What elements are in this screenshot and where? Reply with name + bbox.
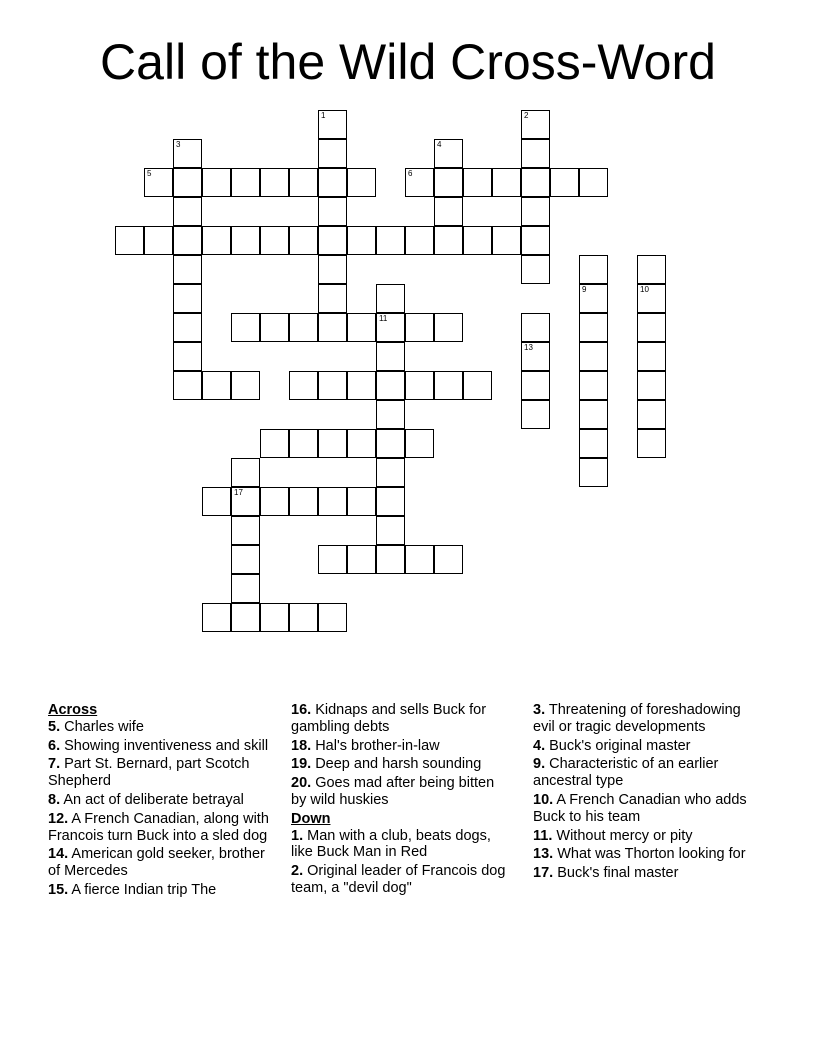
grid-cell[interactable] — [173, 139, 202, 168]
clue-item — [48, 811, 280, 845]
grid-cell[interactable] — [347, 226, 376, 255]
grid-cell[interactable] — [376, 516, 405, 545]
grid-cell[interactable] — [521, 197, 550, 226]
clue-number: 20. — [291, 775, 312, 792]
clue-number: 6. — [48, 737, 61, 754]
grid-cell[interactable] — [637, 371, 666, 400]
grid-cell[interactable] — [434, 545, 463, 574]
grid-cell[interactable] — [318, 110, 347, 139]
clue-text: Showing inventiveness and skill — [64, 737, 269, 754]
grid-cell[interactable] — [318, 603, 347, 632]
grid-cell[interactable] — [231, 545, 260, 574]
clue-item — [48, 738, 280, 755]
grid-cell[interactable] — [521, 168, 550, 197]
grid-cell[interactable] — [115, 226, 144, 255]
clue-number-label: 17 — [234, 488, 243, 497]
grid-cell[interactable] — [260, 429, 289, 458]
grid-cell[interactable] — [405, 226, 434, 255]
grid-cell[interactable] — [434, 139, 463, 168]
grid-cell[interactable] — [637, 400, 666, 429]
clue-text: What was Thorton looking for — [557, 846, 746, 863]
clue-number-label: 9 — [582, 285, 587, 294]
clue-number: 16. — [291, 702, 312, 718]
across-heading: Across — [48, 702, 98, 718]
grid-cell[interactable] — [318, 255, 347, 284]
grid-cell[interactable] — [231, 574, 260, 603]
clue-number: 18. — [291, 737, 312, 754]
clue-number-label: 11 — [379, 314, 388, 323]
grid-cell[interactable] — [521, 255, 550, 284]
down-heading: Down — [291, 810, 331, 827]
clue-number: 5. — [48, 718, 61, 735]
grid-cell[interactable] — [318, 371, 347, 400]
clue-item — [533, 865, 755, 882]
clue-text: Deep and harsh sounding — [315, 756, 482, 773]
grid-cell[interactable] — [347, 313, 376, 342]
clue-item — [533, 702, 755, 736]
clue-number-label: 3 — [176, 140, 181, 149]
clue-text: Charles wife — [64, 718, 144, 735]
grid-cell[interactable] — [318, 545, 347, 574]
clue-text: An act of deliberate betrayal — [63, 791, 244, 808]
grid-cell[interactable] — [434, 197, 463, 226]
grid-cell[interactable] — [347, 545, 376, 574]
grid-cell[interactable] — [376, 226, 405, 255]
grid-cell[interactable] — [260, 226, 289, 255]
clue-text: Without mercy or pity — [556, 827, 693, 844]
grid-cell[interactable] — [144, 226, 173, 255]
clue-item — [48, 882, 280, 899]
grid-cell[interactable] — [231, 516, 260, 545]
clue-item — [533, 846, 755, 863]
grid-cell[interactable] — [231, 371, 260, 400]
grid-cell[interactable] — [260, 168, 289, 197]
clue-item — [291, 775, 513, 809]
grid-cell[interactable] — [405, 545, 434, 574]
clue-number: 2. — [291, 863, 304, 880]
grid-cell[interactable] — [463, 226, 492, 255]
grid-cell[interactable] — [579, 313, 608, 342]
clue-number-label: 5 — [147, 169, 152, 178]
grid-cell[interactable] — [202, 168, 231, 197]
clue-number: 3. — [533, 702, 546, 718]
grid-cell[interactable] — [289, 168, 318, 197]
grid-cell[interactable] — [405, 168, 434, 197]
grid-cell[interactable] — [318, 487, 347, 516]
clue-text: Goes mad after being bitten by wild huskies — [291, 775, 495, 808]
grid-cell[interactable] — [521, 139, 550, 168]
grid-cell[interactable] — [579, 342, 608, 371]
grid-cell[interactable] — [376, 458, 405, 487]
grid-cell[interactable] — [579, 458, 608, 487]
grid-cell[interactable] — [202, 371, 231, 400]
clues-column-2 — [291, 702, 513, 899]
clue-item — [291, 828, 513, 862]
clue-item — [48, 719, 280, 736]
grid-cell[interactable] — [173, 313, 202, 342]
grid-cell[interactable] — [405, 313, 434, 342]
grid-cell[interactable] — [434, 168, 463, 197]
clue-number-label: 6 — [408, 169, 413, 178]
clue-number: 10. — [533, 791, 554, 808]
grid-cell[interactable] — [289, 487, 318, 516]
clue-text: Part St. Bernard, part Scotch Shepherd — [48, 756, 250, 790]
clue-item — [291, 863, 513, 897]
grid-cell[interactable] — [521, 400, 550, 429]
grid-cell[interactable] — [202, 603, 231, 632]
clue-item — [291, 702, 513, 736]
clue-number: 15. — [48, 881, 69, 898]
grid-cell[interactable] — [347, 487, 376, 516]
grid-cell[interactable] — [231, 603, 260, 632]
grid-cell[interactable] — [202, 226, 231, 255]
grid-cell[interactable] — [376, 545, 405, 574]
clue-text: Threatening of foreshadowing evil or tragic developments — [533, 702, 741, 735]
grid-cell[interactable] — [231, 313, 260, 342]
clue-item — [533, 738, 755, 755]
grid-cell[interactable] — [260, 487, 289, 516]
clue-text: Kidnaps and sells Buck for gambling debts — [291, 702, 487, 735]
clue-number: 7. — [48, 756, 61, 773]
grid-cell[interactable] — [434, 371, 463, 400]
clue-number-label: 10 — [640, 285, 649, 294]
clue-number: 12. — [48, 810, 69, 827]
clue-number: 11. — [533, 827, 553, 844]
grid-cell[interactable] — [579, 371, 608, 400]
grid-cell[interactable] — [173, 226, 202, 255]
clue-number-label: 1 — [321, 111, 326, 120]
grid-cell[interactable] — [260, 603, 289, 632]
grid-cell[interactable] — [231, 226, 260, 255]
clue-text: A French Canadian, along with Francois turn Buck into a sled dog — [48, 810, 269, 844]
grid-cell[interactable] — [579, 400, 608, 429]
clue-number: 17. — [533, 865, 554, 882]
grid-cell[interactable] — [434, 313, 463, 342]
grid-cell[interactable] — [231, 168, 260, 197]
clue-number: 1. — [291, 827, 304, 844]
clue-number-label: 4 — [437, 140, 442, 149]
clue-item — [48, 792, 280, 809]
clue-number: 19. — [291, 756, 312, 773]
grid-cell[interactable] — [173, 284, 202, 313]
grid-cell[interactable] — [376, 429, 405, 458]
clue-number-label: 2 — [524, 111, 529, 120]
clue-number: 4. — [533, 737, 546, 754]
grid-cell[interactable] — [376, 400, 405, 429]
clue-number: 14. — [48, 846, 69, 863]
grid-cell[interactable] — [173, 197, 202, 226]
clue-text: Characteristic of an earlier ancestral type — [533, 756, 719, 790]
grid-cell[interactable] — [318, 226, 347, 255]
grid-cell[interactable] — [173, 168, 202, 197]
grid-cell[interactable] — [173, 342, 202, 371]
clue-item — [533, 828, 755, 845]
clue-item — [533, 792, 755, 826]
grid-cell[interactable] — [434, 226, 463, 255]
grid-cell[interactable] — [347, 168, 376, 197]
grid-cell[interactable] — [289, 429, 318, 458]
clues-column-1 — [48, 702, 280, 901]
grid-cell[interactable] — [318, 313, 347, 342]
grid-cell[interactable] — [492, 168, 521, 197]
grid-cell[interactable] — [318, 284, 347, 313]
grid-cell[interactable] — [289, 226, 318, 255]
clue-text: Buck's original master — [549, 737, 691, 754]
grid-cell[interactable] — [521, 371, 550, 400]
grid-cell[interactable] — [231, 487, 260, 516]
grid-cell[interactable] — [318, 197, 347, 226]
grid-cell[interactable] — [260, 313, 289, 342]
clue-text: A fierce Indian trip The — [71, 881, 217, 898]
clue-text: American gold seeker, brother of Mercedes — [48, 846, 265, 880]
grid-cell[interactable] — [376, 284, 405, 313]
grid-cell[interactable] — [347, 371, 376, 400]
grid-cell[interactable] — [463, 168, 492, 197]
grid-cell[interactable] — [347, 429, 376, 458]
clue-text: A French Canadian who adds Buck to his team — [533, 791, 747, 825]
grid-cell[interactable] — [579, 168, 608, 197]
grid-cell[interactable] — [376, 342, 405, 371]
clue-number: 8. — [48, 791, 61, 808]
grid-cell[interactable] — [289, 313, 318, 342]
grid-cell[interactable] — [579, 284, 608, 313]
grid-cell[interactable] — [376, 371, 405, 400]
grid-cell[interactable] — [405, 429, 434, 458]
clue-text: Man with a club, beats dogs, like Buck Man in Red — [291, 827, 491, 861]
grid-cell[interactable] — [637, 313, 666, 342]
grid-cell[interactable] — [289, 603, 318, 632]
grid-cell[interactable] — [144, 168, 173, 197]
grid-cell[interactable] — [521, 342, 550, 371]
grid-cell[interactable] — [289, 371, 318, 400]
grid-cell[interactable] — [173, 255, 202, 284]
grid-cell[interactable] — [376, 487, 405, 516]
grid-cell[interactable] — [521, 313, 550, 342]
grid-cell[interactable] — [173, 371, 202, 400]
grid-cell[interactable] — [579, 429, 608, 458]
grid-cell[interactable] — [637, 342, 666, 371]
clue-number: 13. — [533, 846, 554, 863]
grid-cell[interactable] — [318, 429, 347, 458]
grid-cell[interactable] — [405, 371, 434, 400]
clue-number-label: 13 — [524, 343, 533, 352]
grid-cell[interactable] — [231, 458, 260, 487]
grid-cell[interactable] — [579, 255, 608, 284]
clue-text: Hal's brother-in-law — [315, 737, 440, 754]
clue-text: Original leader of Francois dog team, a "devil dog" — [291, 863, 506, 896]
grid-cell[interactable] — [318, 139, 347, 168]
grid-cell[interactable] — [202, 487, 231, 516]
clue-item — [48, 846, 280, 880]
grid-cell[interactable] — [637, 255, 666, 284]
grid-cell[interactable] — [637, 284, 666, 313]
page-title: Call of the Wild Cross-Word — [100, 34, 716, 90]
grid-cell[interactable] — [550, 168, 579, 197]
clues-column-3 — [533, 702, 755, 884]
grid-cell[interactable] — [376, 313, 405, 342]
clue-item — [291, 738, 513, 755]
grid-cell[interactable] — [492, 226, 521, 255]
grid-cell[interactable] — [637, 429, 666, 458]
grid-cell[interactable] — [463, 371, 492, 400]
grid-cell[interactable] — [521, 110, 550, 139]
grid-cell[interactable] — [521, 226, 550, 255]
clue-number: 9. — [533, 756, 546, 773]
clue-item — [533, 756, 755, 790]
clue-text: Buck's final master — [557, 865, 679, 882]
grid-cell[interactable] — [318, 168, 347, 197]
clue-item — [48, 756, 280, 790]
clue-item — [291, 756, 513, 773]
